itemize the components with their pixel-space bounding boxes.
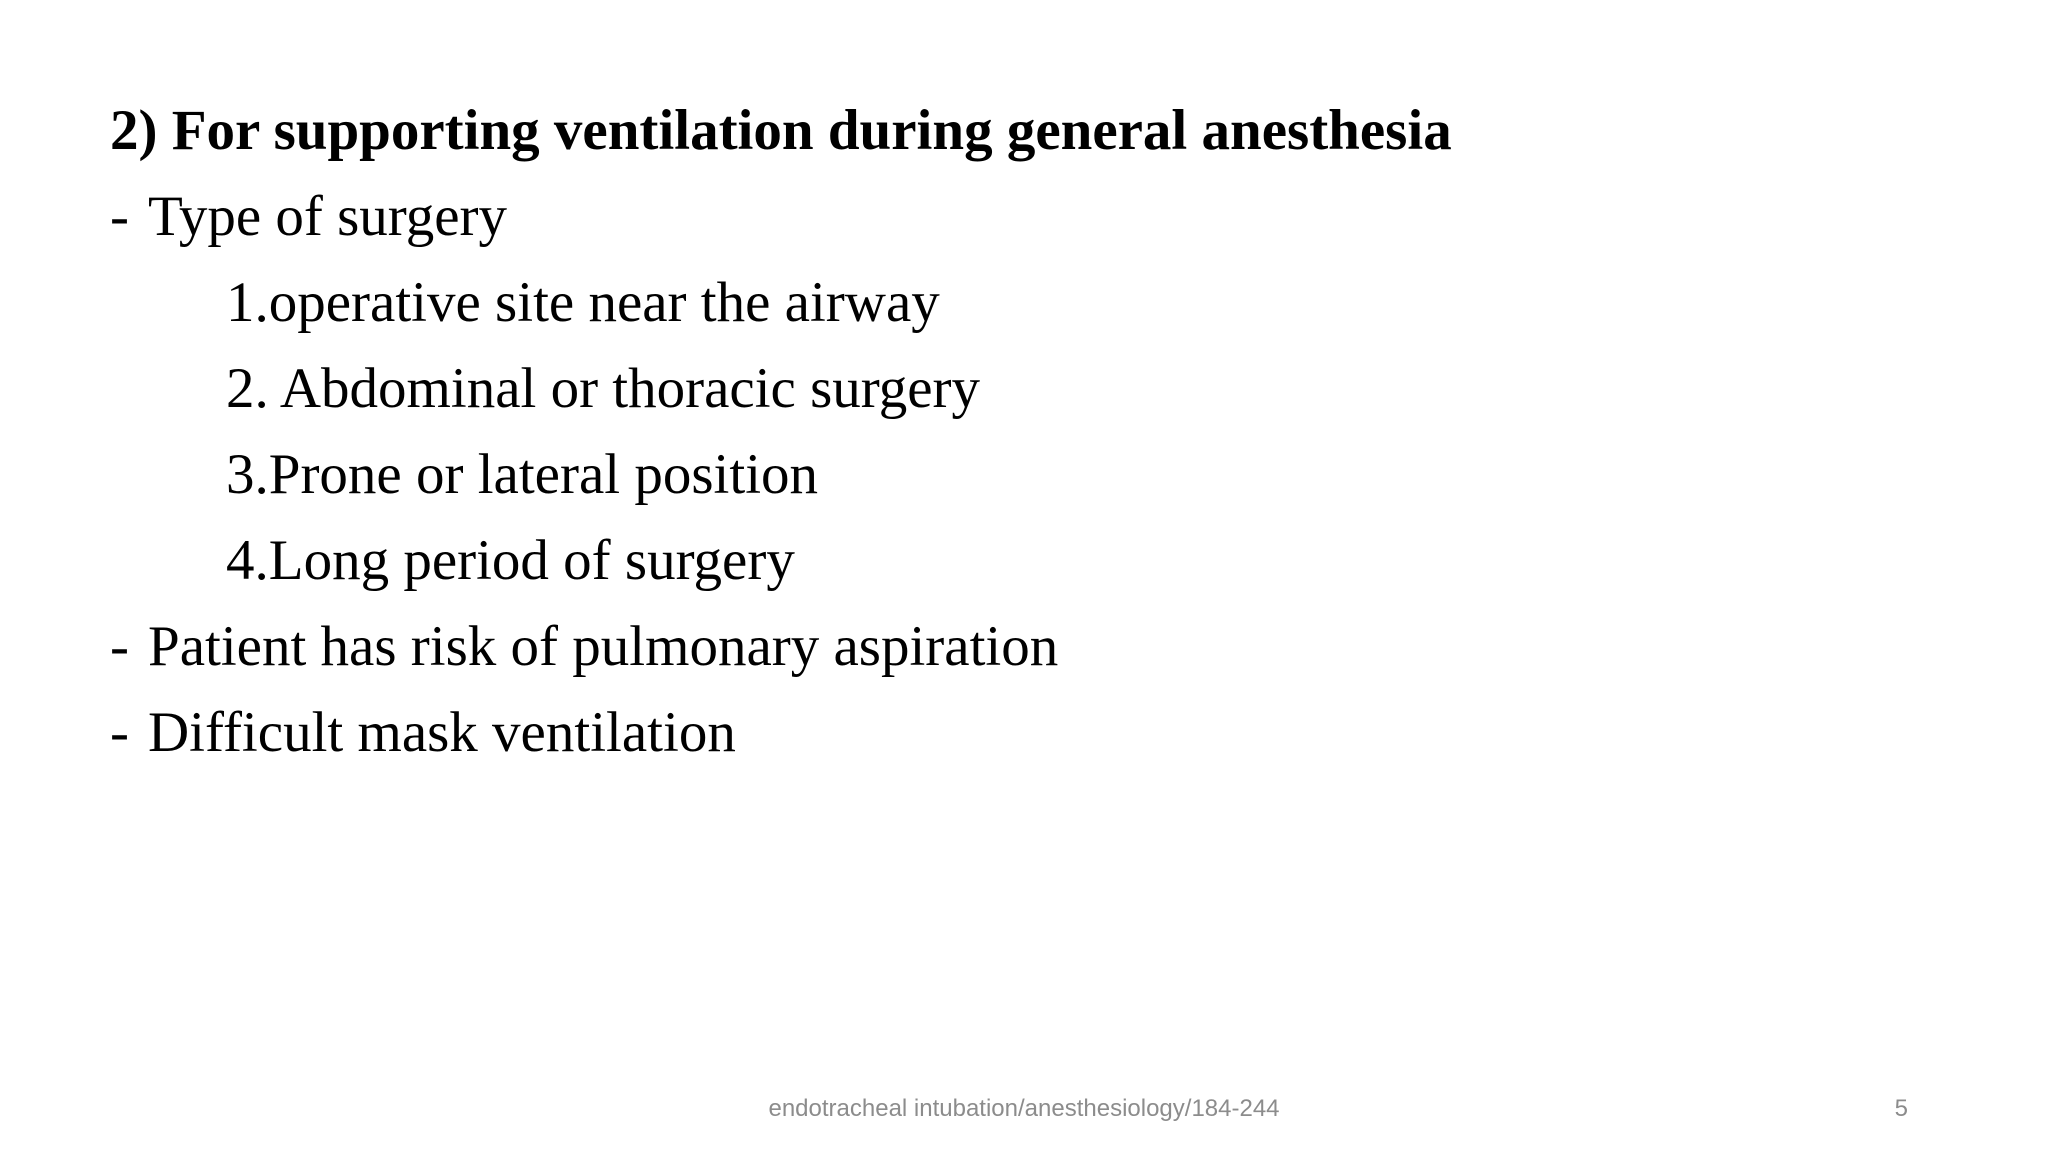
bullet-text: Patient has risk of pulmonary aspiration [148,615,1059,678]
slide-footer: endotracheal intubation/anesthesiology/184-244 [768,1095,1280,1122]
bullet-text: Difficult mask ventilation [148,701,736,764]
bullet-item [110,690,1910,776]
sub-item: 3.Prone or lateral position [226,443,819,506]
bullet-dash: - [110,615,129,678]
bullet-item [110,174,1910,260]
bullet-text: Type of surgery [148,185,508,248]
bullet-dash: - [110,185,129,248]
sub-item: 1.operative site near the airway [226,271,940,334]
bullet-dash: - [110,701,129,764]
sub-item: 4.Long period of surgery [226,529,795,592]
slide-heading: 2) For supporting ventilation during general anesthesia [110,99,1452,162]
slide-body [110,88,1910,776]
bullet-item [110,604,1910,690]
sub-item: 2. Abdominal or thoracic surgery [226,357,981,420]
page-number: 5 [1894,1095,1908,1122]
